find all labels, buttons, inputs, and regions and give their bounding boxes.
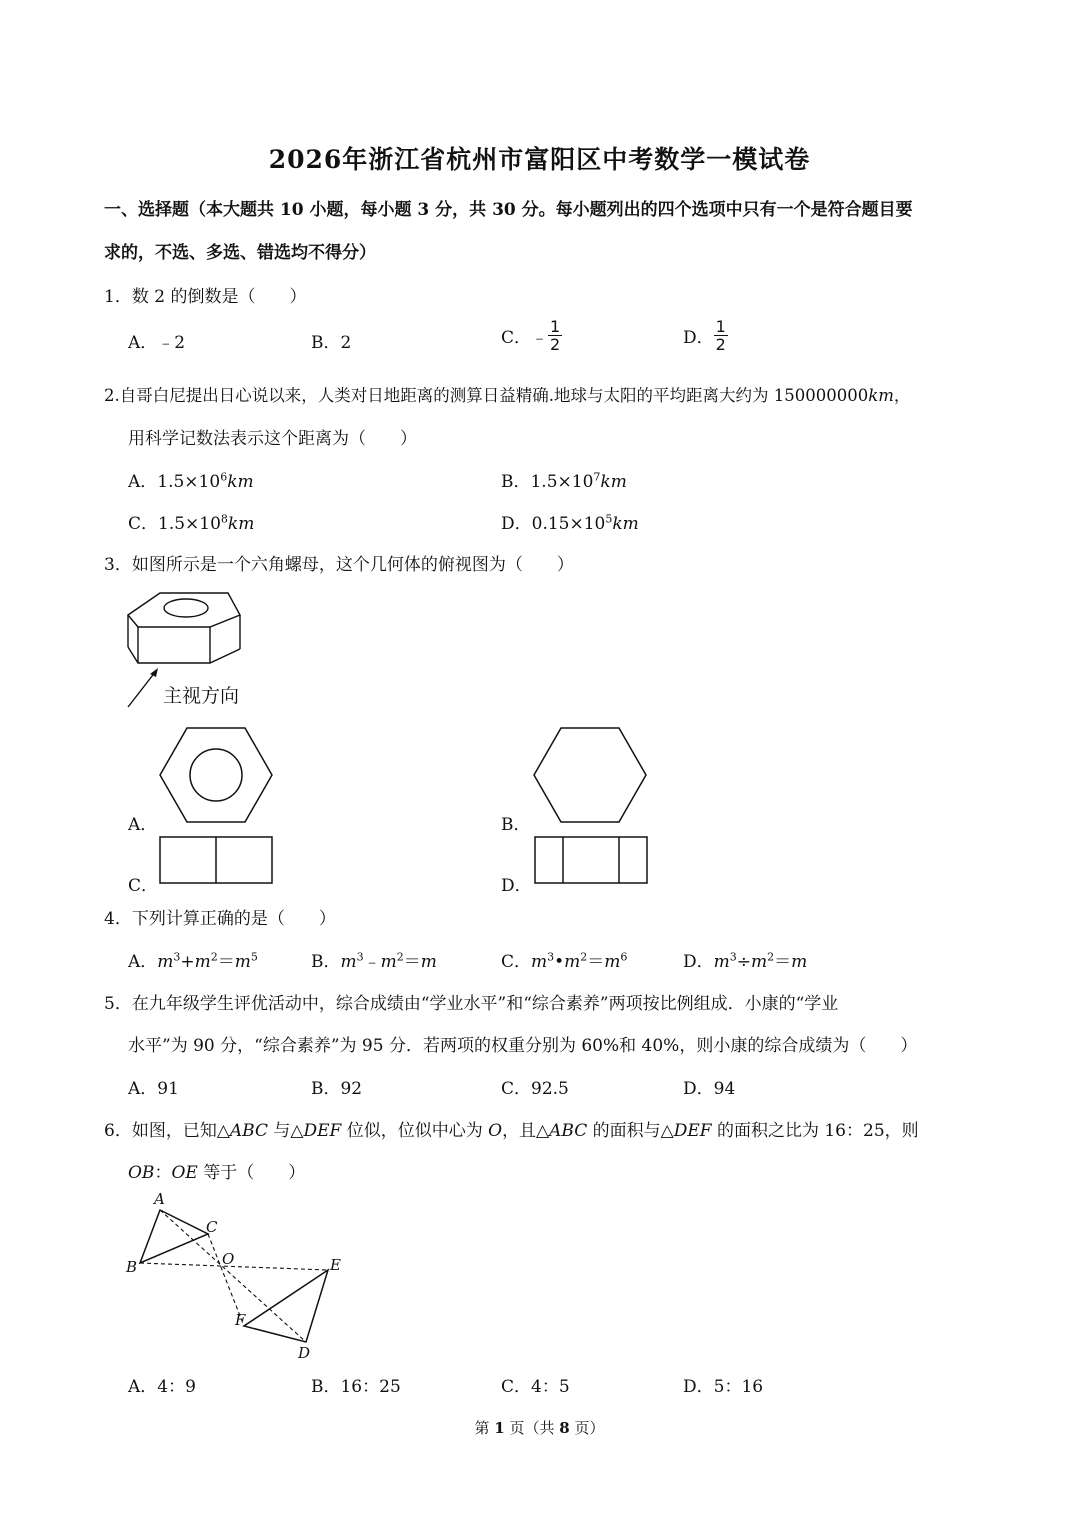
q2-option-c	[128, 509, 254, 534]
section-header-line2: 求的，不选、多选、错选均不得分）	[104, 243, 376, 263]
q1-option-c-denominator: 2	[550, 335, 561, 354]
q3-option-b-figure	[532, 726, 648, 826]
q1-option-d-fraction	[714, 318, 728, 353]
q2-option-c-exp: 8	[220, 512, 228, 526]
footer-text: 第	[474, 1419, 495, 1437]
view-direction-arrow	[128, 671, 156, 707]
q6-triangle-abc: ABC	[549, 1121, 588, 1141]
q2-stem-text: 2.自哥白尼提出日心说以来，人类对日地距离的测算日益精确.地球与太阳的平均距离大约为 150000000	[104, 386, 869, 405]
q6-segment-oe: OE	[171, 1163, 198, 1183]
q4-option-c	[501, 947, 627, 972]
q2-option-a-exp: 6	[220, 470, 228, 484]
q6-triangle-def: DEF	[673, 1121, 712, 1141]
q3-option-c: C．	[128, 876, 159, 896]
rectangle-shape	[535, 837, 647, 883]
q1-option-c	[501, 318, 562, 353]
q2-option-c-text: C．1.5×10	[128, 514, 221, 534]
q4-exp: 3	[173, 950, 181, 964]
q4-option-a-label: A．	[128, 952, 158, 972]
footer-text: 页（共	[504, 1419, 560, 1437]
q4-option-d	[683, 947, 807, 972]
q2-stem-line1	[104, 382, 910, 406]
q4-var: m	[420, 952, 437, 972]
q4-option-b-label: B．	[311, 952, 341, 972]
q4-var: m	[531, 952, 548, 972]
q6-colon: ：	[154, 1163, 172, 1183]
q1-option-a: A．﹣2	[128, 333, 186, 353]
q4-option-c-label: C．	[501, 952, 532, 972]
q3-option-a-figure	[158, 726, 274, 826]
q6-similar-triangles-figure	[120, 1186, 360, 1362]
q6-triangle-abc: ABC	[229, 1121, 268, 1141]
q4-op: ÷	[736, 952, 752, 972]
nut-bottom-edge	[128, 647, 240, 663]
q4-exp: 5	[250, 950, 258, 964]
section-header-line1: 一、选择题（本大题共 10 小题，每小题 3 分，共 30 分。每小题列出的四个选项中只有一个是符合题目要	[104, 200, 913, 220]
q6-text: 位似，位似中心为	[341, 1121, 489, 1141]
q2-option-b-unit: km	[600, 472, 627, 492]
q4-eq: ＝	[217, 952, 235, 972]
hexagon-shape	[160, 728, 272, 822]
q6-text: 的面积之比为 16：25，则	[711, 1121, 919, 1141]
q4-exp: 2	[767, 950, 775, 964]
q2-option-d-exp: 5	[605, 512, 613, 526]
q4-var: m	[380, 952, 397, 972]
nut-hole	[164, 599, 208, 617]
q4-eq: ＝	[403, 952, 421, 972]
q4-var: m	[194, 952, 211, 972]
q6-text: 6．如图，已知△	[104, 1121, 230, 1141]
q1-option-c-fraction	[548, 318, 562, 353]
footer-total-pages: 8	[559, 1419, 570, 1437]
point-label-f: F	[235, 1311, 246, 1329]
point-label-o: O	[222, 1250, 235, 1268]
q4-option-b	[311, 947, 437, 972]
q2-option-b-exp: 7	[593, 470, 601, 484]
q4-exp: 3	[729, 950, 737, 964]
triangle-abc	[140, 1210, 208, 1263]
q6-option-c: C．4：5	[501, 1377, 570, 1397]
q1-option-c-numerator: 1	[550, 317, 561, 336]
q4-var: m	[713, 952, 730, 972]
q4-var: m	[791, 952, 808, 972]
q6-text: 与△	[267, 1121, 304, 1141]
point-label-a: A	[154, 1190, 165, 1208]
arrow-head-icon	[150, 668, 158, 677]
q2-option-d-text: D．0.15×10	[501, 514, 606, 534]
hexagon-shape	[534, 728, 646, 822]
point-label-c: C	[206, 1218, 218, 1236]
q4-exp: 6	[620, 950, 628, 964]
q5-stem-line2: 水平”为 90 分，“综合素养”为 95 分．若两项的权重分别为 60%和 40%，则小康的综合成绩为（ ）	[128, 1036, 918, 1056]
q4-stem: 4．下列计算正确的是（ ）	[104, 909, 336, 929]
q4-option-d-label: D．	[683, 952, 714, 972]
q3-option-c-figure	[158, 835, 274, 887]
q5-option-d: D．94	[683, 1079, 736, 1099]
page-footer	[0, 1417, 1079, 1438]
q6-segment-ob: OB	[128, 1163, 155, 1183]
q4-option-a	[128, 947, 258, 972]
footer-text: 页）	[569, 1419, 605, 1437]
q2-unit: km	[868, 386, 894, 405]
q4-exp: 2	[210, 950, 218, 964]
q2-option-c-unit: km	[227, 514, 255, 534]
q2-option-d-unit: km	[612, 514, 639, 534]
q4-exp: 3	[356, 950, 364, 964]
q4-var: m	[751, 952, 768, 972]
q1-option-c-label: C．﹣	[501, 328, 549, 348]
triangle-def	[244, 1270, 328, 1342]
q6-text: 的面积与△	[587, 1121, 674, 1141]
page-title: 2026年浙江省杭州市富阳区中考数学一模试卷	[268, 145, 811, 174]
footer-page-number: 1	[494, 1419, 505, 1437]
view-direction-label: 主视方向	[163, 685, 240, 707]
q6-option-b: B．16：25	[311, 1377, 401, 1397]
q4-op: •	[554, 952, 565, 972]
q1-option-d-numerator: 1	[715, 317, 726, 336]
q1-stem: 1．数 2 的倒数是（ ）	[104, 287, 307, 307]
q4-exp: 2	[396, 950, 404, 964]
q6-stem-line1	[104, 1116, 919, 1141]
q2-option-a	[128, 467, 254, 492]
q6-center-o: O	[488, 1121, 503, 1141]
q5-option-c: C．92.5	[501, 1079, 569, 1099]
q6-text: ，且△	[502, 1121, 550, 1141]
q4-var: m	[157, 952, 174, 972]
q6-text: 等于（ ）	[197, 1163, 306, 1183]
q2-option-a-text: A．1.5×10	[128, 472, 221, 492]
q1-option-d-denominator: 2	[715, 335, 726, 354]
dashed-line-ad	[160, 1210, 306, 1342]
q4-op: +	[180, 952, 195, 972]
q1-option-b: B．2	[311, 333, 352, 353]
q4-exp: 2	[580, 950, 588, 964]
q5-stem-line1: 5．在九年级学生评优活动中，综合成绩由“学业水平”和“综合素养”两项按比例组成．小康的“学业	[104, 994, 839, 1014]
point-label-e: E	[330, 1256, 341, 1274]
q2-option-d	[501, 509, 639, 534]
q6-option-a: A．4：9	[128, 1377, 196, 1397]
q3-option-d-figure	[533, 835, 649, 887]
q4-var: m	[564, 952, 581, 972]
q4-op: ﹣	[363, 952, 381, 972]
q6-stem-line2	[128, 1158, 305, 1183]
q2-stem-punct: ，	[893, 386, 911, 405]
circle-shape	[190, 749, 242, 801]
nut-top-face	[128, 593, 240, 627]
q2-option-b-text: B．1.5×10	[501, 472, 594, 492]
q4-exp: 3	[547, 950, 555, 964]
q6-triangle-def: DEF	[303, 1121, 342, 1141]
point-label-b: B	[126, 1258, 138, 1276]
q3-stem: 3．如图所示是一个六角螺母，这个几何体的俯视图为（ ）	[104, 555, 574, 575]
q1-option-d	[683, 318, 728, 353]
q2-option-b	[501, 467, 627, 492]
q4-eq: ＝	[587, 952, 605, 972]
q3-option-d: D．	[501, 876, 532, 896]
point-label-d: D	[298, 1344, 311, 1362]
q2-option-a-unit: km	[227, 472, 254, 492]
q2-stem-line2: 用科学记数法表示这个距离为（ ）	[128, 429, 417, 449]
q5-option-b: B．92	[311, 1079, 363, 1099]
q3-option-a: A．	[128, 815, 158, 835]
q4-var: m	[604, 952, 621, 972]
q6-option-d: D．5：16	[683, 1377, 764, 1397]
q5-option-a: A．91	[128, 1079, 179, 1099]
q4-var: m	[234, 952, 251, 972]
q4-eq: ＝	[774, 952, 792, 972]
q1-option-d-label: D．	[683, 328, 714, 348]
q3-option-b: B．	[501, 815, 531, 835]
q4-var: m	[340, 952, 357, 972]
